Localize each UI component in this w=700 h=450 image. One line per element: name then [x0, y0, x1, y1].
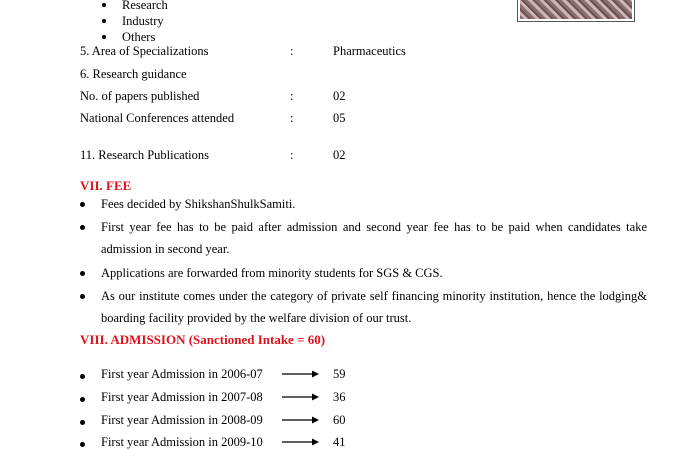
admission-label: First year Admission in 2008-09: [101, 413, 263, 427]
admission-value: 60: [333, 413, 346, 427]
fee-item: First year fee has to be paid after admission and second year fee has to be paid when candidates take admission in second year.: [101, 220, 647, 256]
info-label: 11. Research Publications: [80, 148, 210, 162]
arrow-right-icon: [282, 415, 320, 425]
info-label: No. of papers published: [80, 89, 200, 103]
arrow-right-icon: [282, 369, 320, 379]
info-separator: :: [290, 148, 294, 162]
admission-label: First year Admission in 2009-10: [101, 435, 263, 449]
bullet-icon: [102, 19, 106, 23]
info-value: 02: [333, 148, 346, 162]
admission-label: First year Admission in 2006-07: [101, 367, 263, 381]
bullet-icon: [80, 374, 85, 379]
list-item: Research: [122, 0, 168, 12]
arrow-right-icon: [282, 392, 320, 402]
fee-item: Fees decided by ShikshanShulkSamiti.: [101, 197, 296, 211]
bullet-icon: [80, 271, 85, 276]
bullet-icon: [102, 35, 106, 39]
info-value: 05: [333, 111, 346, 125]
arrow-right-icon: [282, 437, 320, 447]
info-separator: :: [290, 111, 294, 125]
bullet-icon: [80, 202, 85, 207]
bullet-icon: [80, 420, 85, 425]
info-separator: :: [290, 44, 294, 58]
list-item: Others: [122, 30, 156, 44]
list-item: Industry: [122, 14, 164, 28]
admission-heading: VIII. ADMISSION (Sanctioned Intake = 60): [80, 332, 326, 347]
bullet-icon: [80, 225, 85, 230]
admission-value: 41: [333, 435, 346, 449]
admission-value: 36: [333, 390, 346, 404]
info-label: 6. Research guidance: [80, 67, 187, 81]
info-value: 02: [333, 89, 346, 103]
bullet-icon: [102, 3, 106, 7]
info-separator: :: [290, 89, 294, 103]
fee-item: Applications are forwarded from minority students for SGS & CGS.: [101, 266, 443, 280]
fee-heading: VII. FEE: [80, 178, 132, 193]
profile-photo: [517, 0, 635, 22]
admission-label: First year Admission in 2007-08: [101, 390, 263, 404]
info-label: 5. Area of Specializations: [80, 44, 209, 58]
bullet-icon: [80, 294, 85, 299]
admission-value: 59: [333, 367, 346, 381]
fee-item: As our institute comes under the category of private self financing minority institution, hence the lodging& boarding facility provided by the welfare division of our trust.: [101, 289, 647, 325]
bullet-icon: [80, 442, 85, 447]
info-label: National Conferences attended: [80, 111, 235, 125]
info-value: Pharmaceutics: [333, 44, 406, 58]
bullet-icon: [80, 397, 85, 402]
